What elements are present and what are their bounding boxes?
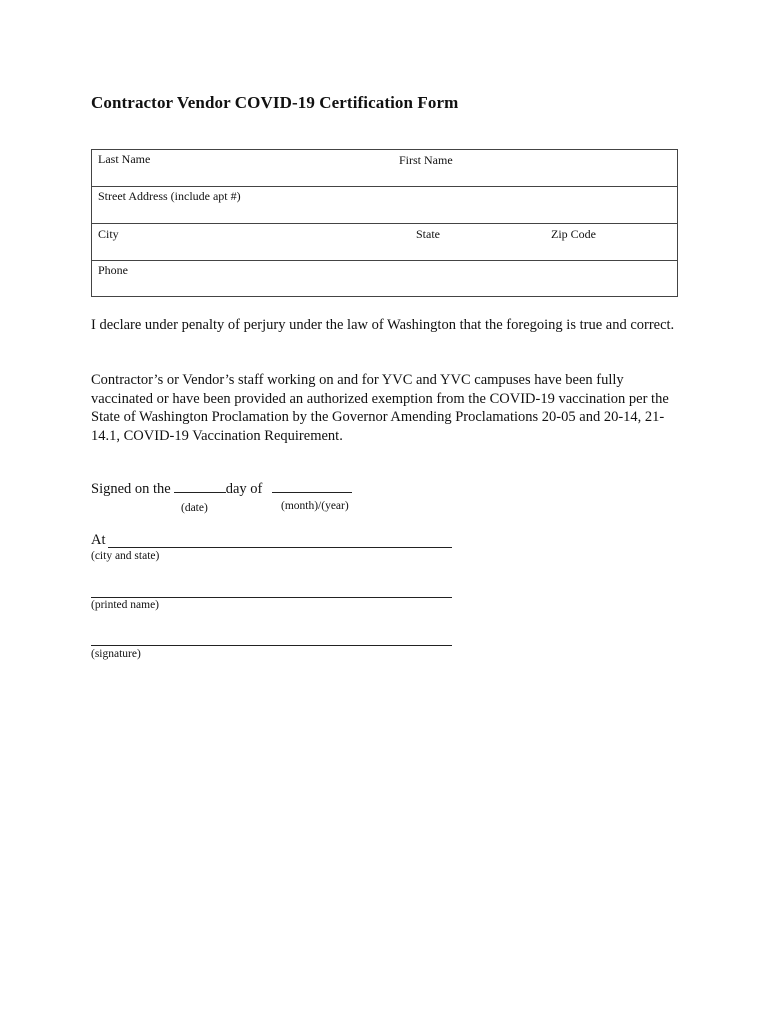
month-year-hint: (month)/(year) [281, 500, 349, 512]
vaccination-statement: Contractor’s or Vendor’s staff working on and for YVC and YVC campuses have been fully vaccinated or have been provided an authorized exemption from the COVID-19 vaccination per the State of Washington Proclamation by the Governor Amending Proclamations 20-05 and 20-14, 21-14.1, COVID-19 Vaccination Requirement. [91, 372, 669, 444]
state-label: State [416, 227, 440, 241]
address-row [92, 187, 677, 224]
printed-name-hint: (printed name) [91, 599, 160, 611]
name-row [92, 150, 677, 187]
last-name-label: Last Name [98, 152, 151, 166]
city-state-hint: (city and state) [91, 550, 160, 562]
city-label: City [98, 227, 119, 241]
month-year-blank [272, 478, 352, 493]
printed-name-line [91, 597, 452, 598]
signed-on-line [91, 478, 352, 498]
contact-info-table [91, 149, 678, 297]
street-address-label: Street Address (include apt #) [98, 189, 241, 203]
first-name-label: First Name [399, 153, 453, 167]
city-row [92, 224, 677, 261]
date-hint: (date) [181, 502, 208, 514]
day-of-label: day of [225, 481, 263, 497]
signature-line [91, 645, 452, 646]
date-blank [174, 478, 226, 493]
city-state-line [108, 547, 452, 548]
at-label: At [91, 532, 106, 548]
phone-label: Phone [98, 263, 128, 277]
zip-code-label: Zip Code [551, 227, 596, 241]
form-title: Contractor Vendor COVID-19 Certification Form [91, 93, 459, 112]
declaration-text: I declare under penalty of perjury under the law of Washington that the foregoing is true and correct. [91, 317, 675, 333]
signature-hint: (signature) [91, 648, 141, 660]
signed-on-label: Signed on the [91, 481, 171, 497]
phone-row [92, 261, 677, 298]
